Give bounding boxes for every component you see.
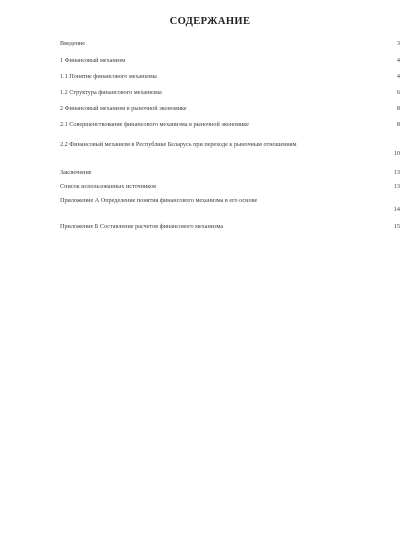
toc-entry-text: Приложение А Определение понятия финансового механизма в его основе (60, 197, 258, 204)
toc-entry-page: 15 (393, 223, 400, 230)
toc-entry-page: 3 (396, 40, 400, 47)
toc-entry-page: 14 (393, 206, 400, 213)
toc-entry-section-2-2[interactable] (60, 140, 400, 157)
toc-entry-text: Введение (60, 40, 85, 47)
toc-entry-conclusion[interactable] (60, 168, 400, 177)
toc-entry-text: Список использованных источников (60, 183, 156, 190)
toc-entry-appendix-a[interactable] (60, 196, 400, 213)
toc-entry-page: 4 (396, 57, 400, 64)
toc-entry-text: 2.1 Совершенствование финансового механизма в рыночной экономике (60, 121, 249, 128)
toc-entry-text: Заключение (60, 169, 92, 176)
toc-entry-section-1[interactable] (60, 56, 400, 65)
toc-entry-appendix-b[interactable] (60, 222, 400, 231)
toc-entry-page: 6 (396, 89, 400, 96)
toc-entry-section-2-1[interactable] (60, 120, 400, 129)
toc-entry-section-1-1[interactable] (60, 72, 400, 81)
toc-title: СОДЕРЖАНИЕ (169, 16, 251, 27)
toc-entry-introduction[interactable] (60, 39, 400, 48)
toc-entry-references[interactable] (60, 182, 400, 191)
toc-entry-page: 4 (396, 73, 400, 80)
toc-entry-page: 13 (393, 183, 400, 190)
toc-entry-page: 8 (396, 105, 400, 112)
toc-entry-section-2[interactable] (60, 104, 400, 113)
toc-entry-text: 1 Финансовый механизм (60, 57, 126, 64)
toc-entry-section-1-2[interactable] (60, 88, 400, 97)
toc-entry-text: 2 Финансовый механизм в рыночной экономике (60, 105, 187, 112)
toc-entry-page: 8 (396, 121, 400, 128)
toc-entry-text: 1.2 Структура финансового механизма (60, 89, 162, 96)
toc-entry-text: Приложение Б Составление расчетов финансового механизма (60, 223, 224, 230)
toc-entry-page: 10 (393, 150, 400, 157)
toc-entry-text: 1.1 Понятие финансового механизма (60, 73, 157, 80)
toc-entry-page: 13 (393, 169, 400, 176)
toc-entry-text: 2.2 Финансовый механизм в Республике Беларусь при переходе к рыночным отношениям (60, 141, 297, 148)
